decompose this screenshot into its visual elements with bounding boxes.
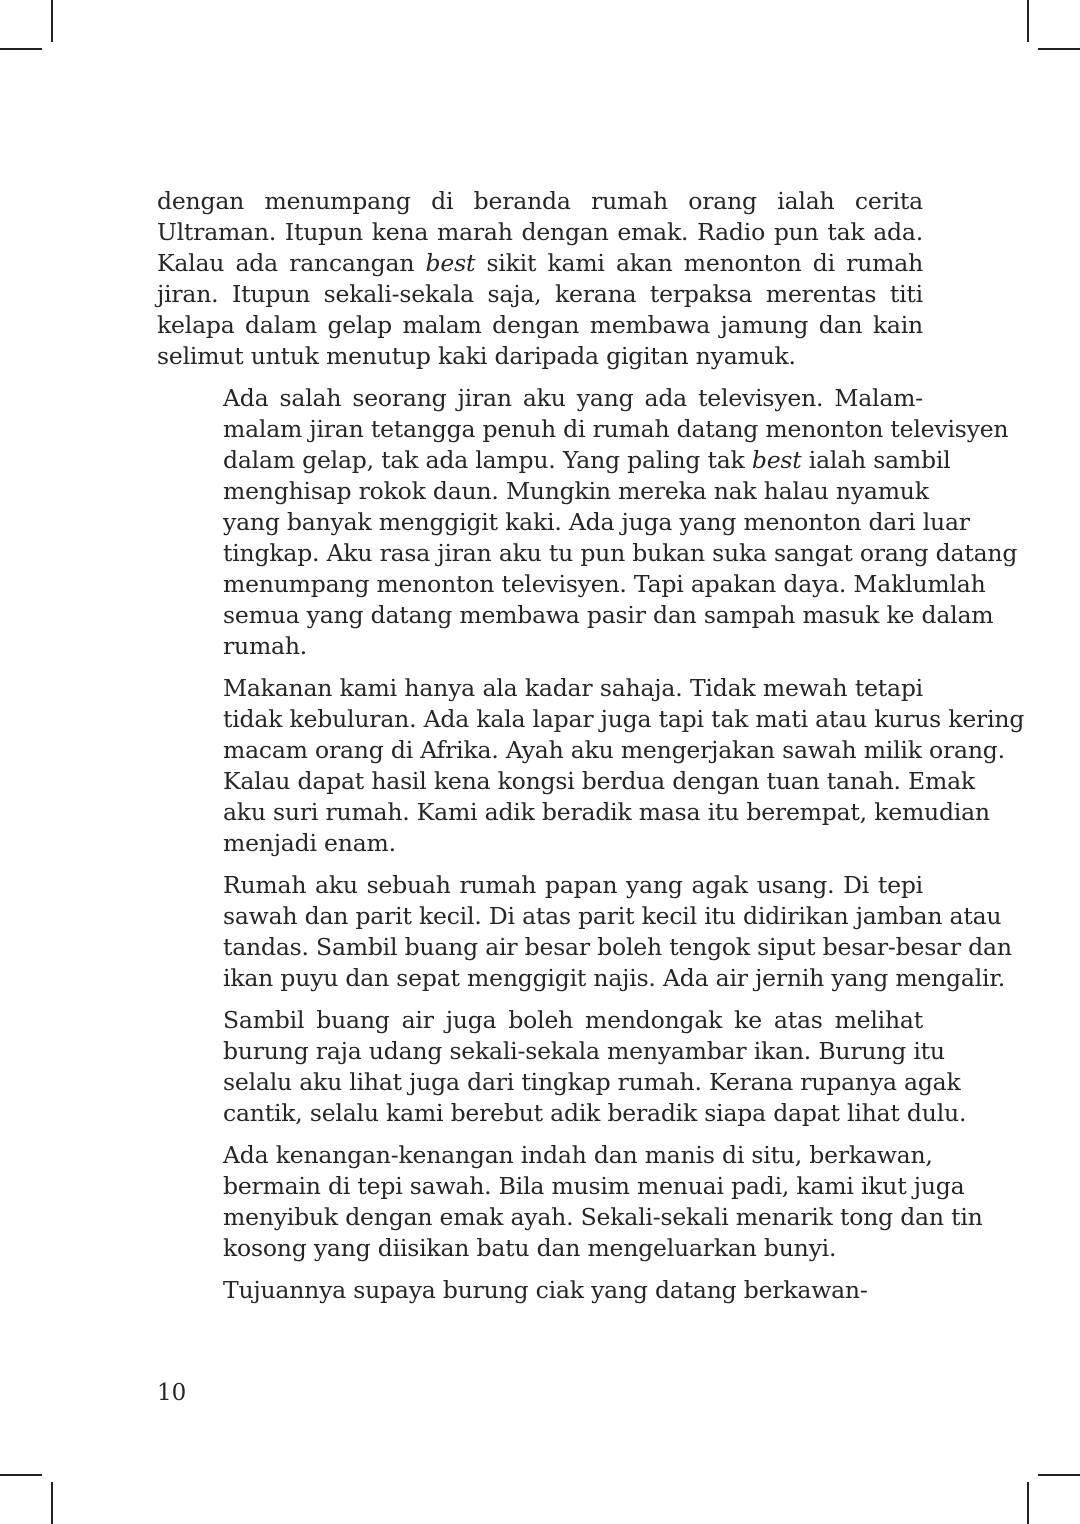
- text-line: jiran. Itupun sekali-sekala saja, kerana terpaksa merentas titi: [157, 280, 923, 308]
- paragraph: [157, 1005, 967, 1129]
- text-line: menghisap rokok daun. Mungkin mereka nak halau nyamuk: [223, 477, 929, 505]
- text-line: menumpang menonton televisyen. Tapi apakan daya. Maklumlah: [223, 570, 986, 598]
- text-line: ikan puyu dan sepat menggigit najis. Ada air jernih yang mengalir.: [223, 964, 1006, 992]
- paragraph: [157, 673, 1025, 859]
- text-line: selalu aku lihat juga dari tingkap rumah. Kerana rupanya agak: [223, 1068, 961, 1096]
- crop-mark-top-left-vertical: [51, 0, 53, 42]
- text-line: rumah.: [223, 632, 308, 660]
- text-line: sawah dan parit kecil. Di atas parit kecil itu didirikan jamban atau: [223, 902, 1002, 930]
- text-line: dalam gelap, tak ada lampu. Yang paling tak best ialah sambil: [223, 446, 951, 474]
- paragraph: [157, 870, 1012, 994]
- text-line: macam orang di Afrika. Ayah aku mengerjakan sawah milik orang.: [223, 736, 1005, 764]
- text-line: kelapa dalam gelap malam dengan membawa jamung dan kain: [157, 311, 923, 339]
- text-line: Tujuannya supaya burung ciak yang datang berkawan-: [223, 1276, 868, 1304]
- paragraph: [157, 383, 1018, 662]
- text-line: Kalau dapat hasil kena kongsi berdua dengan tuan tanah. Emak: [223, 767, 975, 795]
- text-line: burung raja udang sekali-sekala menyambar ikan. Burung itu: [223, 1037, 945, 1065]
- text-line: Ultraman. Itupun kena marah dengan emak. Radio pun tak ada.: [157, 218, 923, 246]
- crop-mark-top-right-vertical: [1027, 0, 1029, 42]
- text-line: yang banyak menggigit kaki. Ada juga yang menonton dari luar: [223, 508, 970, 536]
- crop-mark-bottom-right-vertical: [1027, 1482, 1029, 1524]
- page-number: 10: [157, 1380, 187, 1406]
- text-line: Ada kenangan-kenangan indah dan manis di situ, berkawan,: [223, 1141, 933, 1169]
- text-line: bermain di tepi sawah. Bila musim menuai padi, kami ikut juga: [223, 1172, 965, 1200]
- text-line: dengan menumpang di beranda rumah orang ialah cerita: [157, 187, 923, 215]
- text-line: Rumah aku sebuah rumah papan yang agak usang. Di tepi: [223, 871, 923, 899]
- text-line: Makanan kami hanya ala kadar sahaja. Tidak mewah tetapi: [223, 674, 923, 702]
- text-line: selimut untuk menutup kaki daripada gigitan nyamuk.: [157, 342, 796, 370]
- crop-mark-bottom-right-horizontal: [1038, 1474, 1080, 1476]
- paragraph: [157, 186, 923, 372]
- crop-mark-top-right-horizontal: [1038, 48, 1080, 50]
- text-line: menyibuk dengan emak ayah. Sekali-sekali menarik tong dan tin: [223, 1203, 983, 1231]
- crop-mark-top-left-horizontal: [0, 48, 42, 50]
- text-line: Kalau ada rancangan best sikit kami akan menonton di rumah: [157, 249, 924, 277]
- text-line: menjadi enam.: [223, 829, 396, 857]
- crop-mark-bottom-left-vertical: [51, 1482, 53, 1524]
- text-line: Sambil buang air juga boleh mendongak ke atas melihat: [223, 1006, 923, 1034]
- crop-mark-bottom-left-horizontal: [0, 1474, 42, 1476]
- text-line: malam jiran tetangga penuh di rumah datang menonton televisyen: [223, 415, 1009, 443]
- text-line: tidak kebuluran. Ada kala lapar juga tapi tak mati atau kurus kering: [223, 705, 1025, 733]
- text-line: Ada salah seorang jiran aku yang ada televisyen. Malam-: [223, 384, 923, 412]
- book-page-body: [157, 186, 1025, 1317]
- text-line: kosong yang diisikan batu dan mengeluarkan bunyi.: [223, 1234, 837, 1262]
- text-line: tingkap. Aku rasa jiran aku tu pun bukan suka sangat orang datang: [223, 539, 1018, 567]
- text-line: aku suri rumah. Kami adik beradik masa itu berempat, kemudian: [223, 798, 990, 826]
- paragraph: [157, 1140, 983, 1264]
- text-line: tandas. Sambil buang air besar boleh tengok siput besar-besar dan: [223, 933, 1012, 961]
- text-line: cantik, selalu kami berebut adik beradik siapa dapat lihat dulu.: [223, 1099, 967, 1127]
- paragraph: [157, 1275, 923, 1306]
- text-line: semua yang datang membawa pasir dan sampah masuk ke dalam: [223, 601, 994, 629]
